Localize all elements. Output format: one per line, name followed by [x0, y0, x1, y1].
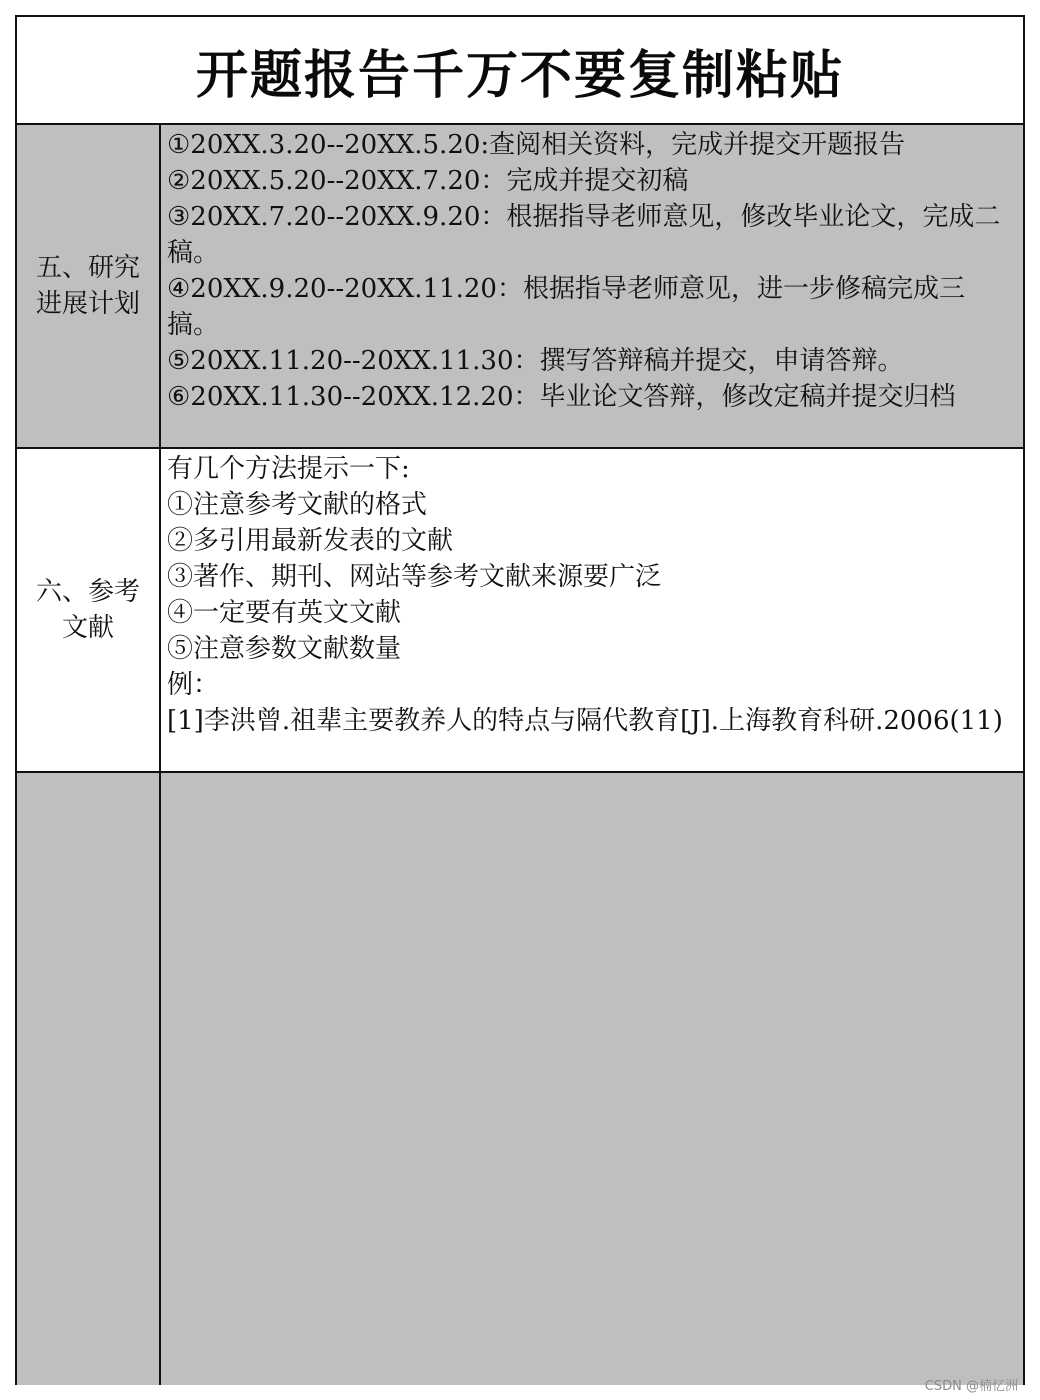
reference-tip: ①注意参考文献的格式	[167, 490, 428, 520]
plan-item: ①20XX.3.20--20XX.5.20:查阅相关资料，完成并提交开题报告	[167, 130, 906, 160]
references-label-line1: 六、参考	[35, 577, 140, 607]
reference-tip: ②多引用最新发表的文献	[167, 526, 454, 556]
research-plan-content	[161, 125, 1023, 447]
empty-label-cell	[17, 773, 161, 1385]
plan-item: ④20XX.9.20--20XX.11.20：根据指导老师意见，进一步修稿完成三搞。	[167, 274, 965, 340]
watermark: CSDN @楠忆洲	[924, 1379, 1018, 1394]
references-label	[17, 449, 161, 771]
empty-content-cell	[161, 773, 1023, 1385]
references-content	[161, 449, 1023, 771]
example-label: 例：	[167, 670, 220, 700]
research-plan-label	[17, 125, 161, 447]
plan-item: ⑤20XX.11.20--20XX.11.30：撰写答辩稿并提交，申请答辩。	[167, 346, 904, 376]
references-intro: 有几个方法提示一下:	[167, 454, 410, 484]
reference-tip: ③著作、期刊、网站等参考文献来源要广泛	[167, 562, 662, 592]
references-label-line2: 文献	[61, 613, 114, 643]
title-row	[17, 17, 1023, 125]
plan-item: ②20XX.5.20--20XX.7.20：完成并提交初稿	[167, 166, 689, 196]
plan-item: ③20XX.7.20--20XX.9.20：根据指导老师意见，修改毕业论文，完成二稿。	[167, 202, 1001, 268]
research-plan-label-line2: 进展计划	[35, 289, 140, 319]
empty-row	[17, 773, 1023, 1385]
research-plan-label-line1: 五、研究	[35, 253, 140, 283]
plan-item: ⑥20XX.11.30--20XX.12.20：毕业论文答辩，修改定稿并提交归档	[167, 382, 956, 412]
references-row	[17, 449, 1023, 773]
research-plan-row	[17, 125, 1023, 449]
reference-tip: ④一定要有英文文献	[167, 598, 402, 628]
reference-tip: ⑤注意参数文献数量	[167, 634, 402, 664]
document-table	[15, 15, 1025, 1385]
page-title: 开题报告千万不要复制粘贴	[195, 45, 844, 106]
example-citation: [1]李洪曾.祖辈主要教养人的特点与隔代教育[J].上海教育科研.2006(11)	[167, 706, 1003, 736]
